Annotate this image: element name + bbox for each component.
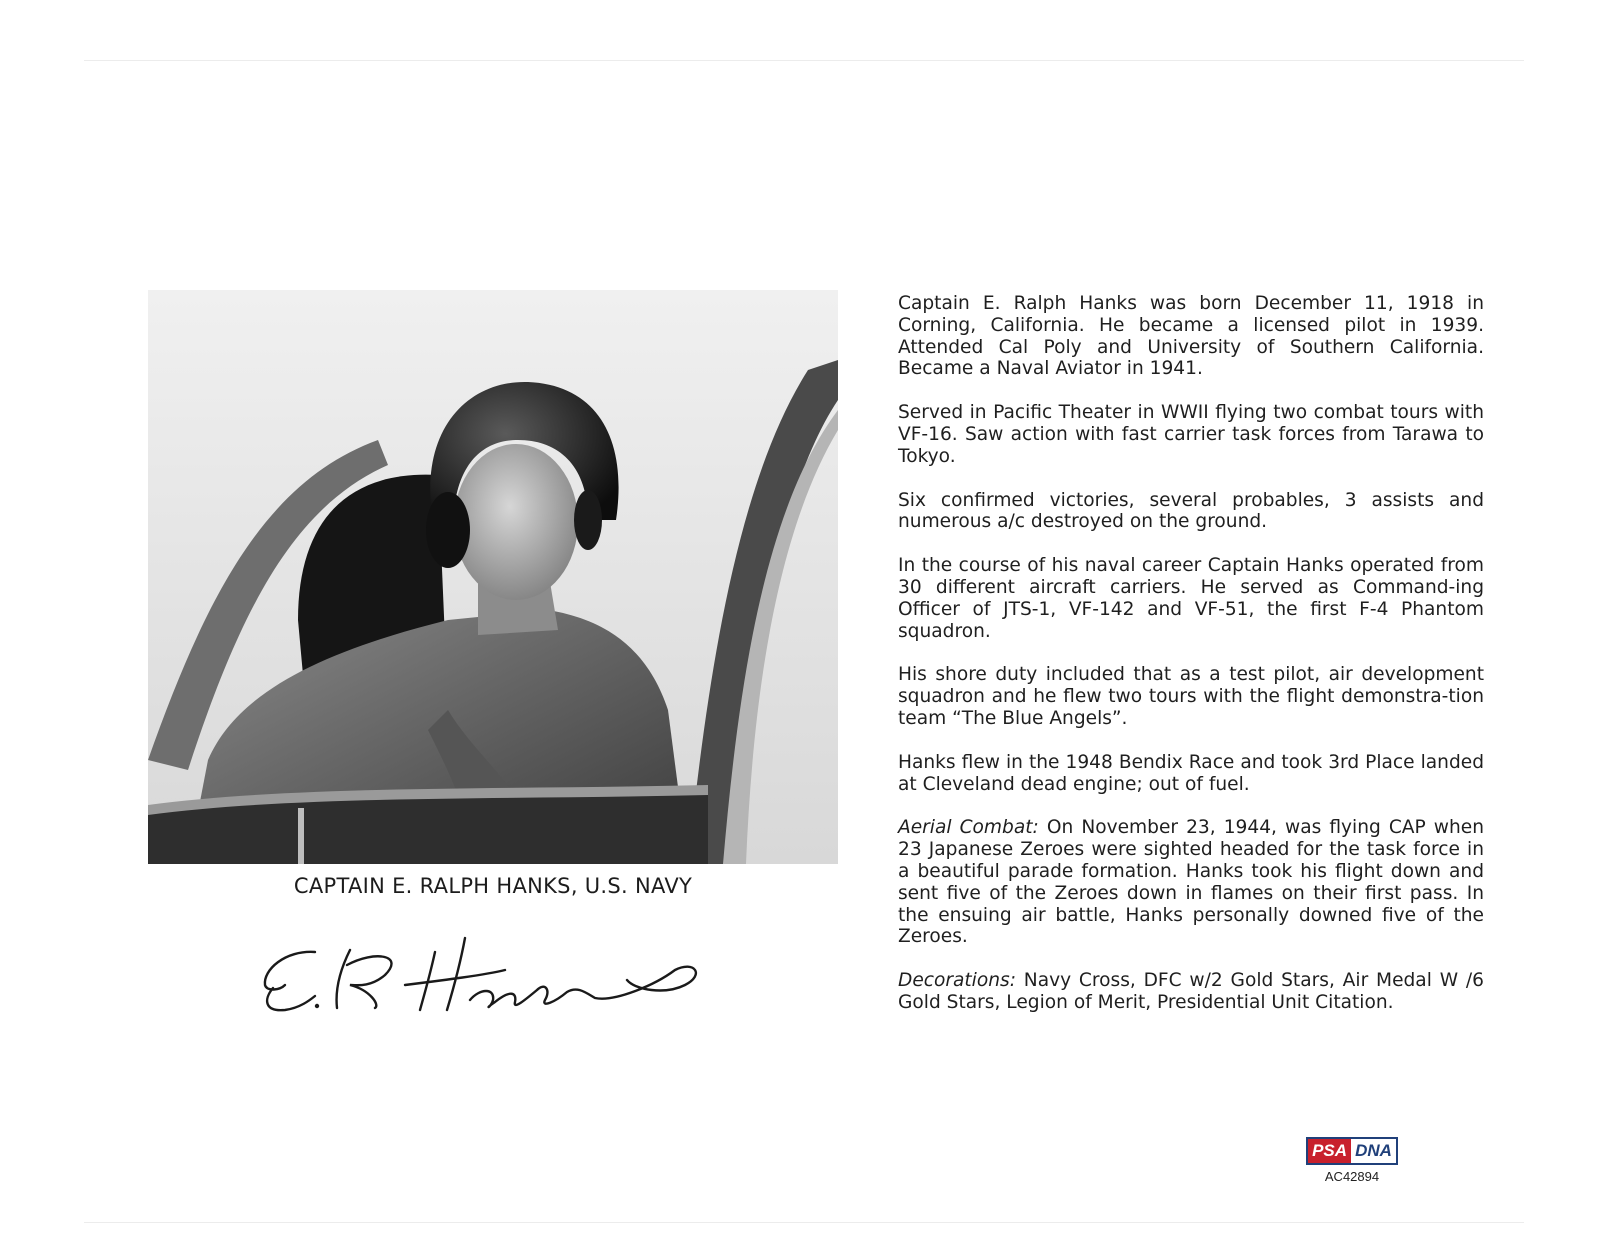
- decorations-text: Navy Cross, DFC w/2 Gold Stars, Air Medal W /6 Gold Stars, Legion of Merit, Presidential Unit Citation.: [898, 970, 1484, 1013]
- sheet-edge-top: [84, 60, 1524, 61]
- bio-paragraph-birth: Captain E. Ralph Hanks was born December 11, 1918 in Corning, California. He became a licensed pilot in 1939. Attended Cal Poly and University of Southern California. Became a Naval Aviator in 1941.: [898, 293, 1484, 380]
- bio-paragraph-victories: Six confirmed victories, several probables, 3 assists and numerous a/c destroyed on the ground.: [898, 489, 1484, 533]
- photo-caption: CAPTAIN E. RALPH HANKS, U.S. NAVY: [293, 874, 693, 898]
- pilot-in-cockpit-image: [148, 290, 838, 864]
- certificate-number: AC42894: [1324, 1169, 1380, 1184]
- psa-logo-text: PSA: [1308, 1139, 1351, 1163]
- bio-paragraph-decorations: [898, 970, 1484, 1014]
- bio-paragraph-service: Served in Pacific Theater in WWII flying two combat tours with VF-16. Saw action with fast carrier task forces from Tarawa to Tokyo.: [898, 402, 1484, 467]
- bio-paragraph-aerial-combat: [898, 817, 1484, 948]
- decorations-label: Decorations:: [898, 970, 1016, 992]
- psa-dna-authentication: [1306, 1137, 1398, 1184]
- sheet-edge-bottom: [84, 1222, 1524, 1223]
- aerial-combat-label: Aerial Combat:: [898, 817, 1039, 839]
- biography-text: [898, 293, 1484, 1036]
- bio-paragraph-career: In the course of his naval career Captain Hanks operated from 30 different aircraft carriers. He served as Command-ing Officer of JTS-1, VF-142 and VF-51, the first F-4 Phantom squadron.: [898, 555, 1484, 642]
- aerial-combat-text: On November 23, 1944, was flying CAP when 23 Japanese Zeroes were sighted headed for the task force in a beautiful parade formation. Hanks took his flight down and sent five of the Zeroes down in flames on their first pass. In the ensuing air battle, Hanks personally downed five of the Zeroes.: [898, 817, 1485, 948]
- autograph-signature: [255, 930, 725, 1030]
- bio-paragraph-shore-duty: His shore duty included that as a test pilot, air development squadron and he flew two tours with the flight demonstra-tion team “The Blue Angels”.: [898, 664, 1484, 729]
- dna-logo-text: DNA: [1351, 1139, 1396, 1163]
- bio-paragraph-bendix: Hanks flew in the 1948 Bendix Race and took 3rd Place landed at Cleveland dead engine; out of fuel.: [898, 751, 1484, 795]
- pilot-photo: [148, 290, 838, 864]
- psa-dna-logo: [1306, 1137, 1398, 1165]
